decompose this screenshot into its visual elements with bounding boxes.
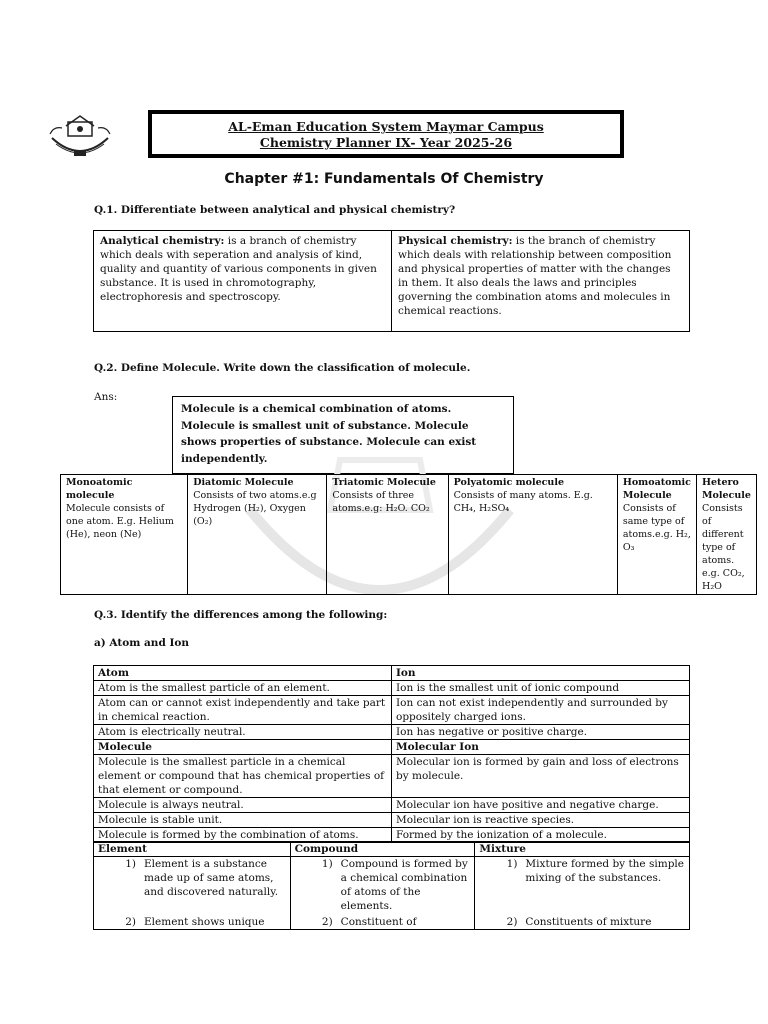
header-box — [148, 110, 624, 158]
type-triatomic: Triatomic Molecule Consists of three atoms.e.g: H₂O. CO₂ — [327, 475, 448, 595]
q3-part-a: a) Atom and Ion — [94, 637, 189, 649]
type-hetero: Hetero Molecule Consists of different type of atoms. e.g. CO₂, H₂O — [697, 475, 757, 595]
compound-cell: 1) Compound is formed by a chemical combination of atoms of the elements. 2) Constituent of — [290, 857, 475, 930]
table-row: Atom is the smallest particle of an element. Ion is the smallest unit of ionic compound — [94, 681, 690, 696]
type-diatomic: Diatomic Molecule Consists of two atoms.e.g Hydrogen (H₂), Oxygen (O₂) — [188, 475, 327, 595]
head-molecule: Molecule — [94, 740, 392, 755]
school-logo — [44, 112, 116, 160]
q3-question: Q.3. Identify the differences among the following: — [94, 609, 388, 621]
physical-cell — [392, 231, 690, 332]
ans-label: Ans: — [94, 391, 118, 403]
type-monoatomic: Monoatomic molecule Molecule consists of one atom. E.g. Helium (He), neon (Ne) — [61, 475, 188, 595]
type-polyatomic: Polyatomic molecule Consists of many atoms. E.g. CH₄, H₂SO₄ — [448, 475, 617, 595]
table-row: Atom is electrically neutral. Ion has negative or positive charge. — [94, 725, 690, 740]
element-cell: 1) Element is a substance made up of same atoms, and discovered naturally. 2) Element shows unique — [94, 857, 291, 930]
chapter-title: Chapter #1: Fundamentals Of Chemistry — [224, 171, 544, 187]
head-ion: Ion — [392, 666, 690, 681]
head-element: Element — [94, 842, 291, 857]
head-molecular-ion: Molecular Ion — [392, 740, 690, 755]
table-row: Atom can or cannot exist independently and take part in chemical reaction. Ion can not exist independently and surrounded by oppositely charged ions. — [94, 696, 690, 725]
atom-ion-table — [93, 665, 690, 843]
element-compound-mixture-table — [93, 841, 690, 930]
table-row: Molecule is formed by the combination of atoms. Formed by the ionization of a molecule. — [94, 828, 690, 843]
analytical-text: is a branch of chemistry which deals with seperation and analysis of kind, quality and quantity of various components in given substance. It is used in chromotography, electrophoresis and spectroscopy. — [100, 235, 377, 303]
head-atom: Atom — [94, 666, 392, 681]
physical-term: Physical chemistry: — [398, 235, 513, 247]
q1-table — [93, 230, 690, 332]
header-line-1: AL-Eman Education System Maymar Campus — [228, 119, 544, 134]
molecule-types-table — [60, 474, 757, 595]
physical-text: is the branch of chemistry which deals with relationship between composition and physical properties of matter with the changes in them. It also deals the laws and principles governing the combination atoms and molecules in chemical reactions. — [398, 235, 672, 317]
table-row: Molecule is always neutral. Molecular ion have positive and negative charge. — [94, 798, 690, 813]
table-row: Molecule is the smallest particle in a chemical element or compound that has chemical properties of that element or compound. Molecular ion is formed by gain and loss of electrons by molecule. — [94, 755, 690, 798]
molecule-definition: Molecule is a chemical combination of atoms. Molecule is smallest unit of substance. Molecule shows properties of substance. Molecule can exist independently. — [172, 396, 514, 474]
type-homoatomic: Homoatomic Molecule Consists of same type of atoms.e.g. H₂, O₃ — [617, 475, 696, 595]
analytical-term: Analytical chemistry: — [100, 235, 225, 247]
table-row: Molecule is stable unit. Molecular ion is reactive species. — [94, 813, 690, 828]
head-compound: Compound — [290, 842, 475, 857]
mixture-cell: 1) Mixture formed by the simple mixing of the substances. 2) Constituents of mixture — [475, 857, 690, 930]
analytical-cell — [94, 231, 392, 332]
q2-question: Q.2. Define Molecule. Write down the classification of molecule. — [94, 362, 471, 374]
q1-question: Q.1. Differentiate between analytical and physical chemistry? — [94, 204, 456, 216]
header-line-2: Chemistry Planner IX- Year 2025-26 — [259, 135, 513, 150]
head-mixture: Mixture — [475, 842, 690, 857]
